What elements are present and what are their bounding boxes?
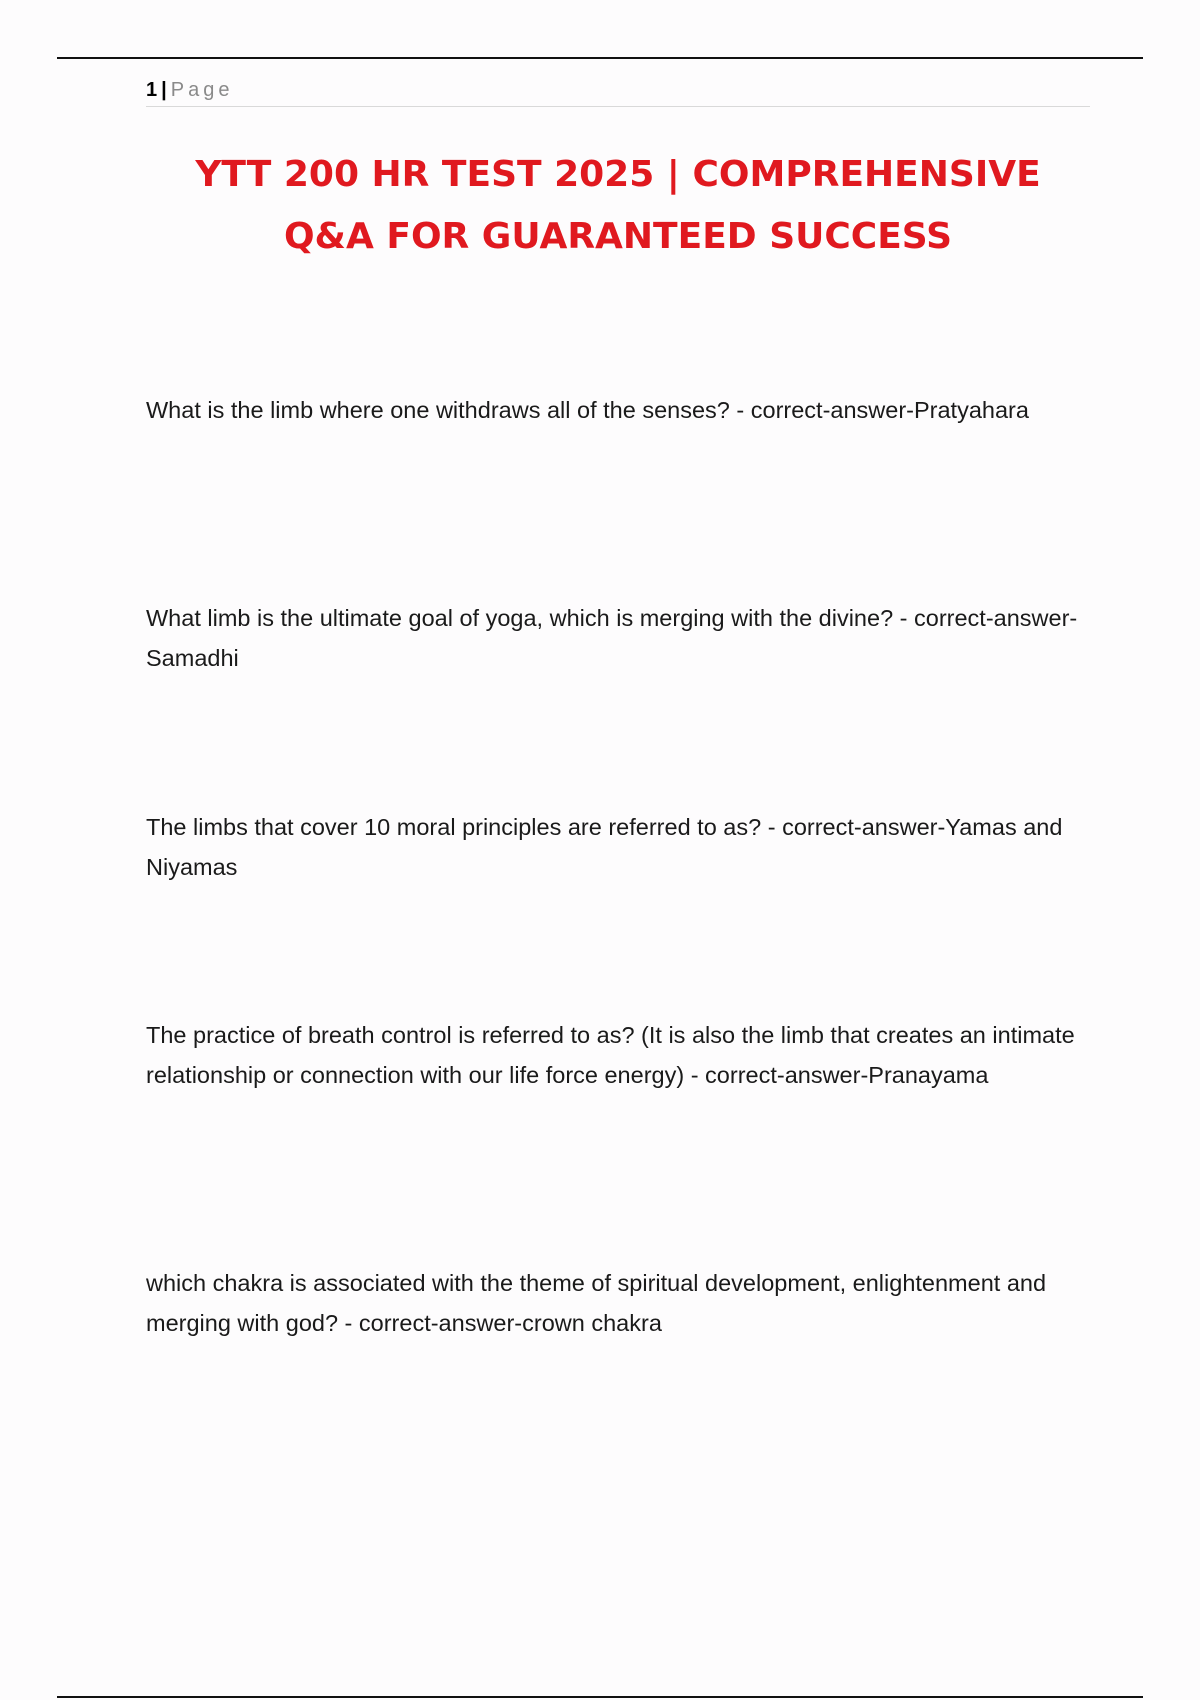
question-answer-item: which chakra is associated with the theme of spiritual development, enlightenment and merging with god? - correct-answer-crown chakra [146,1270,1047,1336]
page-number: 1 [146,79,158,101]
question-answer-item: What limb is the ultimate goal of yoga, which is merging with the divine? - correct-answer-Samadhi [146,605,1078,671]
question-answer-item: What is the limb where one withdraws all of the senses? - correct-answer-Pratyahara [146,397,1029,423]
bottom-border-line [57,1696,1143,1698]
title-line-2: Q&A FOR GUARANTEED SUCCESS [283,216,953,257]
top-border-line [57,57,1143,59]
question-answer-item: The practice of breath control is referred to as? (It is also the limb that creates an intimate relationship or connection with our life force energy) - correct-answer-Pranayama [146,1022,1075,1088]
page-label: Page [170,79,234,101]
question-answer-item: The limbs that cover 10 moral principles are referred to as? - correct-answer-Yamas and Niyamas [146,814,1063,880]
page-separator: | [161,79,167,101]
document-title [146,144,1090,268]
page-header [146,76,1090,107]
title-line-1: YTT 200 HR TEST 2025 | COMPREHENSIVE [195,154,1041,195]
